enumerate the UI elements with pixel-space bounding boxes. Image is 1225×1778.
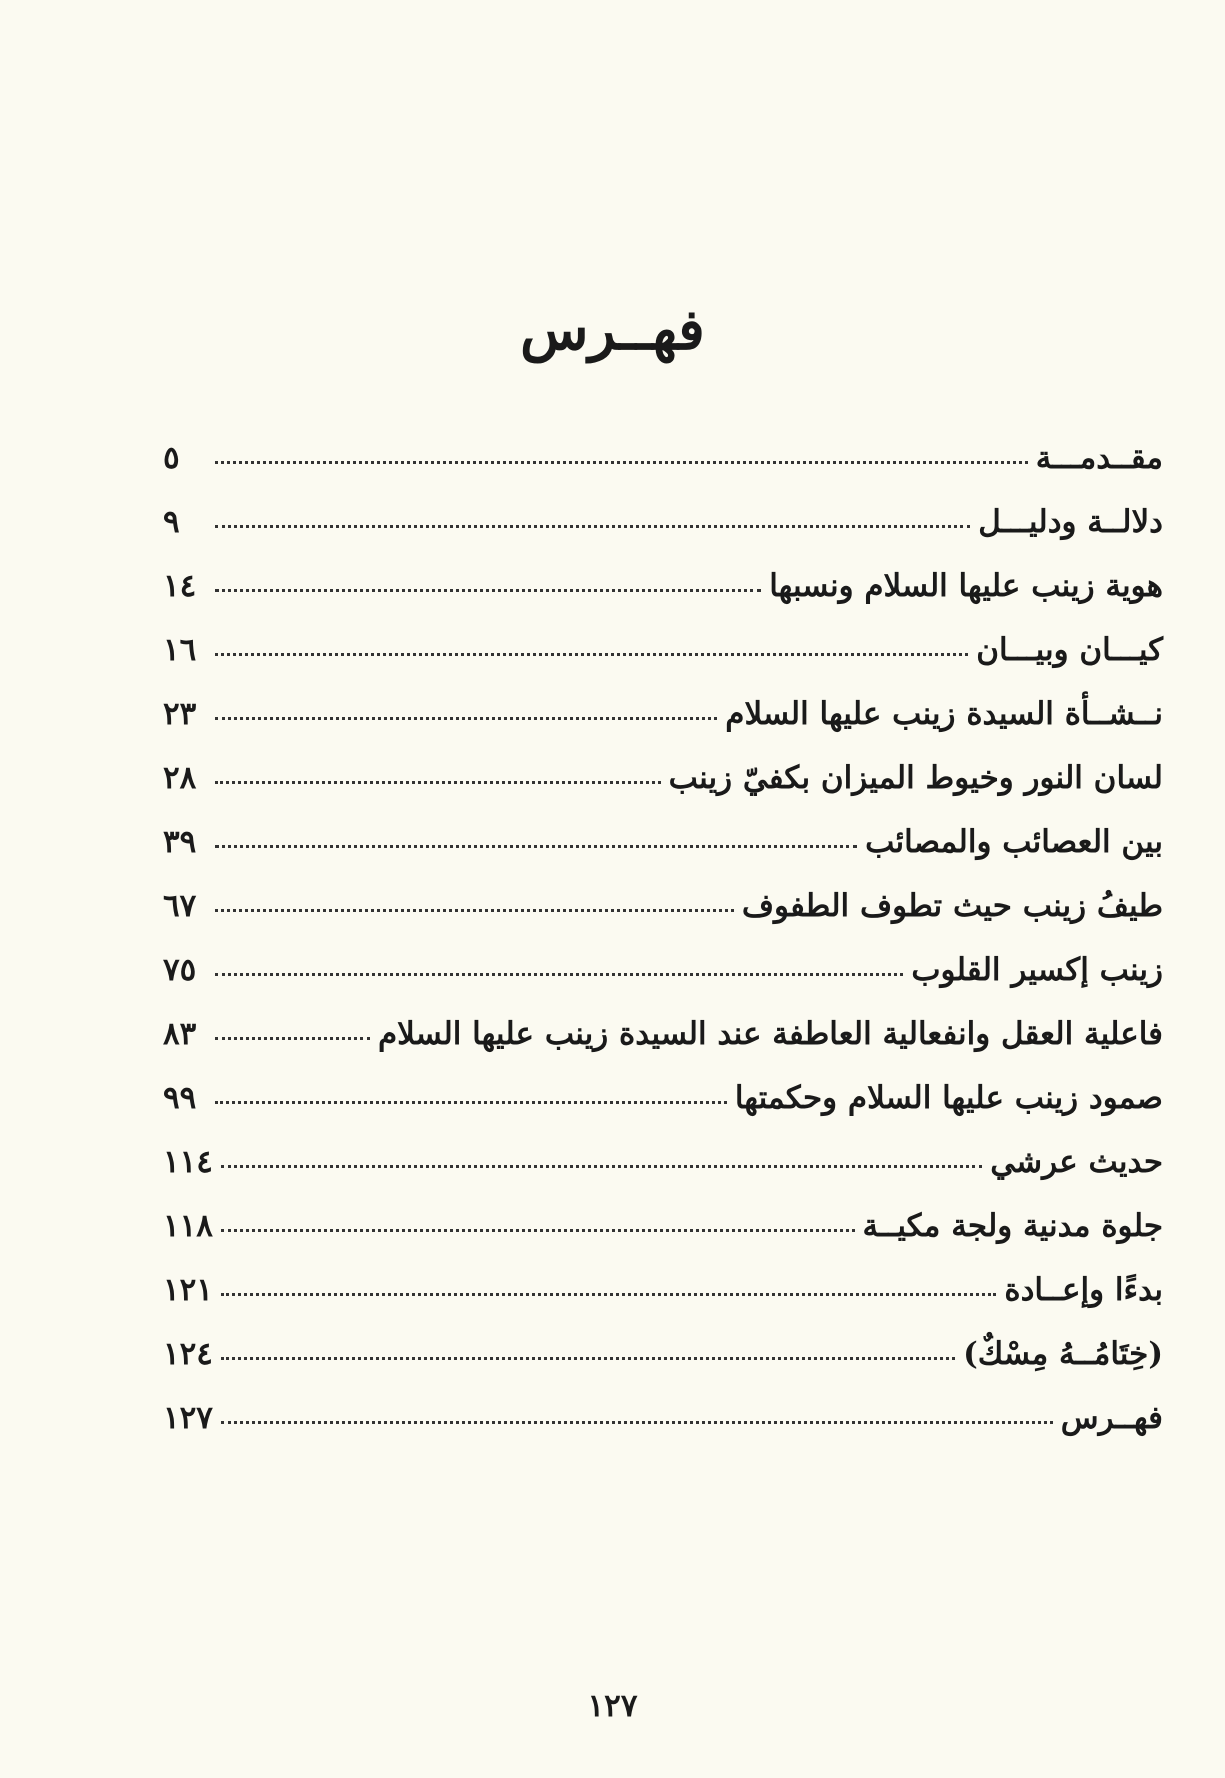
- dot-leader: [215, 589, 761, 592]
- dot-leader: [215, 973, 903, 976]
- toc-entry-page: ١٢٧: [163, 1400, 213, 1436]
- dot-leader: [221, 1165, 982, 1168]
- toc-entry: [163, 504, 1163, 568]
- dot-leader: [215, 1037, 370, 1040]
- toc-entry-page: ١١٤: [163, 1144, 213, 1180]
- dot-leader: [215, 717, 717, 720]
- toc-entry: [163, 440, 1163, 504]
- toc-entry-title: (خِتَامُــهُ مِسْكٌ): [963, 1336, 1163, 1372]
- toc-entry-title: دلالــة ودليـــل: [978, 504, 1163, 540]
- toc-entry-title: زينب إكسير القلوب: [911, 952, 1163, 988]
- toc-entry-page: ١٢٤: [163, 1336, 213, 1372]
- dot-leader: [221, 1229, 855, 1232]
- dot-leader: [221, 1357, 955, 1360]
- toc-entry-title: فاعلية العقل وانفعالية العاطفة عند السيدة زينب عليها السلام: [377, 1016, 1163, 1052]
- toc-entry: [163, 1336, 1163, 1400]
- dot-leader: [215, 653, 968, 656]
- toc-entry-page: ٧٥: [163, 952, 197, 988]
- toc-entry-page: ٣٩: [163, 824, 197, 860]
- dot-leader: [215, 845, 857, 848]
- toc-entry: [163, 1080, 1163, 1144]
- toc-entry-title: لسان النور وخيوط الميزان بكفيّ زينب: [668, 760, 1163, 796]
- toc-entry-page: ١٤: [163, 568, 197, 604]
- dot-leader: [215, 909, 734, 912]
- toc-entry-title: فهــرس: [1060, 1400, 1163, 1436]
- toc-entry: [163, 952, 1163, 1016]
- toc-entry-page: ٥: [163, 440, 180, 476]
- toc-entry-page: ٩٩: [163, 1080, 197, 1116]
- toc-entry-page: ٦٧: [163, 888, 197, 924]
- toc-entry-page: ٢٣: [163, 696, 197, 732]
- toc-entry-page: ١٦: [163, 632, 197, 668]
- toc-entry-title: بين العصائب والمصائب: [865, 824, 1163, 860]
- toc-entry-title: جلوة مدنية ولجة مكيــة: [862, 1208, 1163, 1244]
- toc-entry-page: ١٢١: [163, 1272, 213, 1308]
- toc-entry: [163, 1016, 1163, 1080]
- dot-leader: [215, 461, 1028, 464]
- toc-entry-page: ١١٨: [163, 1208, 213, 1244]
- dot-leader: [221, 1293, 996, 1296]
- toc-entry-title: نــشــأة السيدة زينب عليها السلام: [725, 696, 1163, 732]
- toc-entry-title: صمود زينب عليها السلام وحكمتها: [734, 1080, 1163, 1116]
- toc-entry: [163, 888, 1163, 952]
- toc-entry-title: هوية زينب عليها السلام ونسبها: [769, 568, 1163, 604]
- toc-entry: [163, 1208, 1163, 1272]
- toc-entry: [163, 632, 1163, 696]
- toc-entry-title: مقــدمـــة: [1035, 440, 1163, 476]
- toc-entry-title: طيفُ زينب حيث تطوف الطفوف: [741, 888, 1163, 924]
- toc-entry-title: كيـــان وبيـــان: [976, 632, 1163, 668]
- page-number: ١٢٧: [587, 1688, 638, 1724]
- toc-entry: [163, 1144, 1163, 1208]
- page-title: فهــرس: [520, 297, 705, 363]
- toc-entry-title: حديث عرشي: [990, 1144, 1163, 1180]
- toc-entry: [163, 696, 1163, 760]
- table-of-contents: [163, 440, 1163, 1464]
- toc-entry-page: ٩: [163, 504, 180, 540]
- dot-leader: [215, 1101, 727, 1104]
- toc-entry: [163, 568, 1163, 632]
- toc-entry: [163, 1400, 1163, 1464]
- toc-entry-page: ٨٣: [163, 1016, 197, 1052]
- toc-entry: [163, 824, 1163, 888]
- toc-entry: [163, 760, 1163, 824]
- dot-leader: [215, 525, 970, 528]
- toc-entry: [163, 1272, 1163, 1336]
- dot-leader: [221, 1421, 1053, 1424]
- toc-entry-title: بدءًا وإعــادة: [1004, 1272, 1163, 1308]
- toc-entry-page: ٢٨: [163, 760, 197, 796]
- dot-leader: [215, 781, 661, 784]
